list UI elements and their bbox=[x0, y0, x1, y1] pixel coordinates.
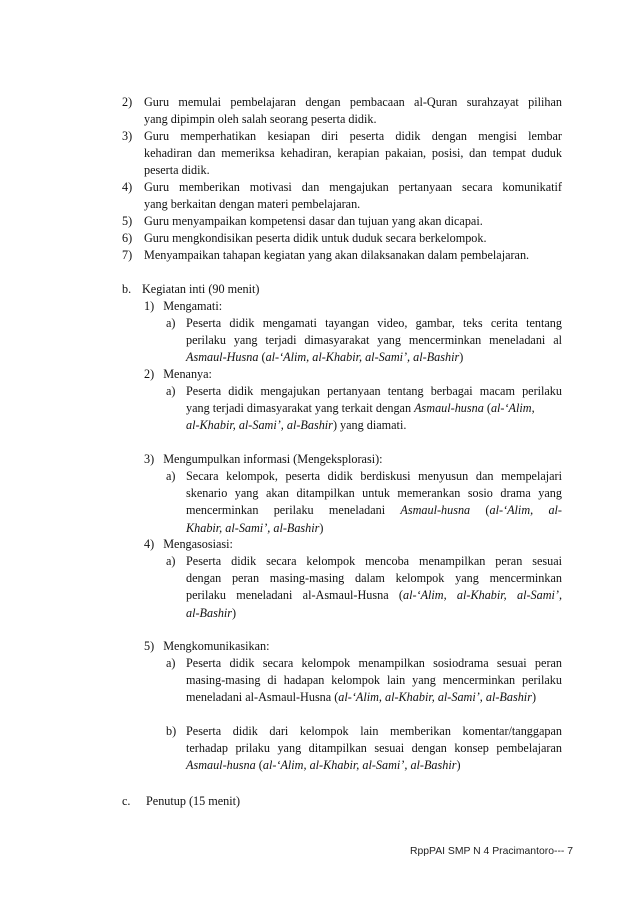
item-letter: a) bbox=[166, 469, 176, 483]
step-title: Mengamati: bbox=[163, 299, 223, 313]
item-number: 2) bbox=[122, 95, 133, 109]
italic-term: Asmaul-husna bbox=[414, 401, 484, 416]
opening-item-2 bbox=[122, 94, 562, 128]
item-line bbox=[186, 587, 562, 604]
step-title: Mengkomunikasikan: bbox=[163, 639, 270, 653]
item-line: Peserta didik dari kelompok lain memberikan komentar/tanggapan bbox=[186, 724, 562, 738]
item-letter: b) bbox=[166, 724, 177, 738]
item-line: skenario yang akan ditampilkan untuk memerankan sosio drama yang bbox=[186, 486, 562, 501]
paren-open: ( bbox=[258, 350, 266, 365]
item-text: ) yang diamati. bbox=[332, 418, 407, 433]
step-5-item-a bbox=[166, 655, 562, 707]
item-line: Peserta didik secara kelompok mencoba menampilkan peran sesuai bbox=[186, 554, 562, 568]
step-3-item-a bbox=[166, 468, 562, 537]
paren-open: ( bbox=[470, 503, 490, 518]
asmaul-names: Khabir, al-Sami’, al-Bashir bbox=[186, 520, 320, 535]
step-title: Mengasosiasi: bbox=[163, 537, 233, 551]
step-3-title bbox=[144, 451, 383, 468]
step-2-title bbox=[144, 366, 212, 383]
paren-close: ) bbox=[319, 520, 324, 535]
item-number: 6) bbox=[122, 231, 133, 245]
opening-item-4 bbox=[122, 179, 562, 213]
item-line: dengan peran masing-masing dalam kelompok yang mencerminkan bbox=[186, 571, 562, 586]
item-line bbox=[186, 349, 562, 366]
item-line bbox=[186, 502, 562, 519]
step-number: 4) bbox=[144, 537, 155, 551]
item-line: Peserta didik mengamati tayangan video, gambar, teks cerita tentang bbox=[186, 316, 562, 330]
asmaul-names: al-‘Alim, al-Khabir, al-Sami’, al-Bashir bbox=[265, 350, 460, 365]
paren-close: ) bbox=[456, 758, 461, 773]
section-letter: c. bbox=[122, 794, 131, 808]
asmaul-names: al-‘Alim, al-Khabir, al-Sami’, al-Bashir bbox=[262, 758, 457, 773]
asmaul-names: al-‘Alim, al-Khabir, al-Sami’, al-Bashir bbox=[338, 690, 532, 705]
item-letter: a) bbox=[166, 554, 176, 568]
italic-term: Asmaul-Husna bbox=[186, 350, 259, 365]
section-title: Kegiatan inti (90 menit) bbox=[142, 282, 260, 296]
paren-open: ( bbox=[483, 401, 491, 416]
item-letter: a) bbox=[166, 316, 176, 330]
item-number: 4) bbox=[122, 180, 133, 194]
item-line: Peserta didik mengajukan pertanyaan tentang berbagai macam perilaku bbox=[186, 384, 562, 398]
step-4-item-a bbox=[166, 553, 562, 622]
item-number: 5) bbox=[122, 214, 133, 228]
step-1-item-a bbox=[166, 315, 562, 367]
asmaul-names: al-‘Alim, al- bbox=[489, 503, 562, 518]
item-letter: a) bbox=[166, 384, 176, 398]
step-4-title bbox=[144, 536, 233, 553]
asmaul-names: al-Bashir bbox=[186, 605, 233, 620]
item-line: kehadiran dan memeriksa kehadiran, kerapian pakaian, posisi, dan tempat duduk bbox=[144, 146, 562, 161]
item-text: yang terjadi dimasyarakat yang terkait dengan bbox=[186, 401, 415, 416]
item-line bbox=[186, 689, 562, 706]
step-5-title bbox=[144, 638, 270, 655]
italic-term: Asmaul-husna bbox=[400, 503, 471, 518]
step-title: Mengumpulkan informasi (Mengeksplorasi): bbox=[163, 452, 383, 466]
item-line: Peserta didik secara kelompok menampilkan sosiodrama sesuai peran bbox=[186, 656, 562, 670]
item-number: 7) bbox=[122, 248, 133, 262]
item-line: Guru mengkondisikan peserta didik untuk duduk secara berkelompok. bbox=[144, 231, 487, 245]
item-number: 3) bbox=[122, 129, 133, 143]
paren-close: ) bbox=[232, 605, 237, 620]
item-line bbox=[186, 520, 562, 537]
step-5-item-b bbox=[166, 723, 562, 775]
item-text: perilaku meneladani al-Asmaul-Husna ( bbox=[186, 588, 403, 603]
paren-open: ( bbox=[255, 758, 263, 773]
step-2-item-a bbox=[166, 383, 562, 435]
paren-close: ) bbox=[531, 690, 536, 705]
item-line: Secara kelompok, peserta didik berdiskusi menyusun dan mempelajari bbox=[186, 469, 562, 483]
page-footer: RppPAI SMP N 4 Pracimantoro--- 7 bbox=[410, 846, 574, 857]
item-line: yang berkaitan dengan materi pembelajaran. bbox=[144, 197, 361, 212]
opening-item-3 bbox=[122, 128, 562, 180]
asmaul-names: al-‘Alim, bbox=[490, 401, 535, 416]
item-line: yang dipimpin oleh salah seorang peserta didik. bbox=[144, 112, 377, 127]
item-text: mencerminkan perilaku meneladani bbox=[186, 503, 401, 518]
item-line: Guru memulai pembelajaran dengan pembacaan al-Quran surahzayat pilihan bbox=[144, 95, 562, 109]
item-line bbox=[186, 400, 562, 417]
item-line bbox=[186, 757, 562, 774]
section-letter: b. bbox=[122, 282, 132, 296]
item-line: perilaku yang terjadi dimasyarakat yang mencerminkan meneladani al bbox=[186, 333, 562, 348]
opening-item-7 bbox=[122, 247, 562, 264]
item-line bbox=[186, 605, 562, 622]
asmaul-names: al-Khabir, al-Sami’, al-Bashir bbox=[186, 418, 333, 433]
item-line bbox=[186, 417, 562, 434]
italic-term: Asmaul-husna bbox=[186, 758, 256, 773]
asmaul-names: al-‘Alim, al-Khabir, al-Sami’, bbox=[402, 588, 562, 603]
item-letter: a) bbox=[166, 656, 176, 670]
section-c-heading bbox=[122, 793, 562, 810]
step-title: Menanya: bbox=[163, 367, 212, 381]
step-number: 5) bbox=[144, 639, 155, 653]
step-1-title bbox=[144, 298, 222, 315]
section-title: Penutup (15 menit) bbox=[146, 794, 241, 808]
opening-item-6 bbox=[122, 230, 562, 247]
item-line: masing-masing di hadapan kelompok lain yang mencerminkan perilaku bbox=[186, 673, 562, 688]
paren-close: ) bbox=[459, 350, 464, 365]
step-number: 2) bbox=[144, 367, 155, 381]
item-line: Guru memberikan motivasi dan mengajukan pertanyaan secara komunikatif bbox=[144, 180, 562, 194]
item-text: meneladani al-Asmaul-Husna ( bbox=[186, 690, 339, 705]
item-line: Menyampaikan tahapan kegiatan yang akan dilaksanakan dalam pembelajaran. bbox=[144, 248, 530, 262]
opening-item-5 bbox=[122, 213, 562, 230]
step-number: 1) bbox=[144, 299, 155, 313]
step-number: 3) bbox=[144, 452, 155, 466]
item-line: Guru memperhatikan kesiapan diri peserta didik dengan mengisi lembar bbox=[144, 129, 562, 143]
item-line: peserta didik. bbox=[144, 163, 210, 178]
section-b-heading bbox=[122, 281, 562, 298]
item-line: Guru menyampaikan kompetensi dasar dan tujuan yang akan dicapai. bbox=[144, 214, 483, 228]
item-line: terhadap prilaku yang ditampilkan sesuai dengan konsep pembelajaran bbox=[186, 741, 562, 756]
